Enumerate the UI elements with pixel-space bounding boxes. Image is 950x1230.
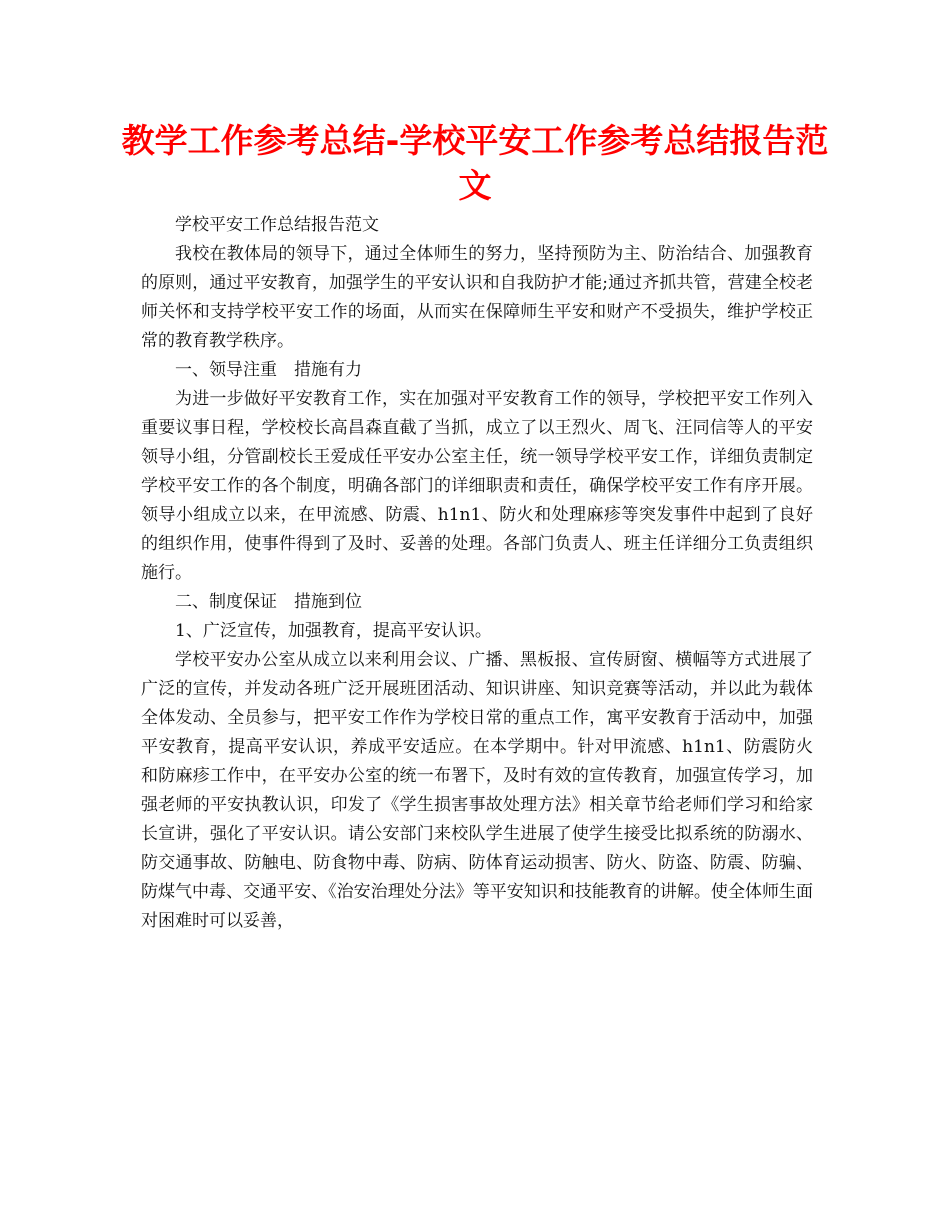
section-1-paragraph: 为进一步做好平安教育工作，实在加强对平安教育工作的领导，学校把平安工作列入重要议事日程，学校校长高昌森直截了当抓，成立了以王烈火、周飞、汪同信等人的平安领导小组，分管副校长王爱成任平安办公室主任，统一领导学校平安工作，详细负责制定学校平安工作的各个制度，明确各部门的详细职责和责任，确保学校平安工作有序开展。领导小组成立以来，在甲流感、防震、h1n1、防火和处理麻疹等突发事件中起到了良好的组织作用，使事件得到了及时、妥善的处理。各部门负责人、班主任详细分工负责组织施行。: [141, 389, 813, 583]
subsection-1-paragraph: 学校平安办公室从成立以来利用会议、广播、黑板报、宣传厨窗、横幅等方式进展了广泛的宣传，并发动各班广泛开展班团活动、知识讲座、知识竞赛等活动，并以此为载体全体发动、全员参与，把平安工作作为学校日常的重点工作，寓平安教育于活动中，加强平安教育，提高平安认识，养成平安适应。在本学期中。针对甲流感、h1n1、防震防火和防麻疹工作中，在平安办公室的统一布署下，及时有效的宣传教育，加强宣传学习，加强老师的平安执教认识，印发了《学生损害事故处理方法》相关章节给老师们学习和给家长宣讲，强化了平安认识。请公安部门来校队学生进展了使学生接受比拟系统的防溺水、防交通事故、防触电、防食物中毒、防病、防体育运动损害、防火、防盗、防震、防骗、防煤气中毒、交通平安、《治安治理处分法》等平安知识和技能教育的讲解。使全体师生面对困难时可以妥善，: [141, 650, 813, 931]
subtitle-paragraph: 学校平安工作总结报告范文: [175, 215, 379, 235]
document-body: [141, 211, 813, 936]
section-heading-2: 二、制度保证 措施到位: [175, 592, 362, 612]
intro-paragraph: 我校在教体局的领导下，通过全体师生的努力，坚持预防为主、防治结合、加强教育的原则，通过平安教育，加强学生的平安认识和自我防护才能;通过齐抓共管，营建全校老师关怀和支持学校平安工作的场面，从而实在保障师生平安和财产不受损失，维护学校正常的教育教学秩序。: [141, 244, 813, 351]
document-title: 教学工作参考总结-学校平安工作参考总结报告范文: [121, 121, 829, 205]
section-heading-1: 一、领导注重 措施有力: [175, 360, 362, 380]
subsection-heading-1: 1、广泛宣传，加强教育，提高平安认识。: [175, 621, 492, 641]
